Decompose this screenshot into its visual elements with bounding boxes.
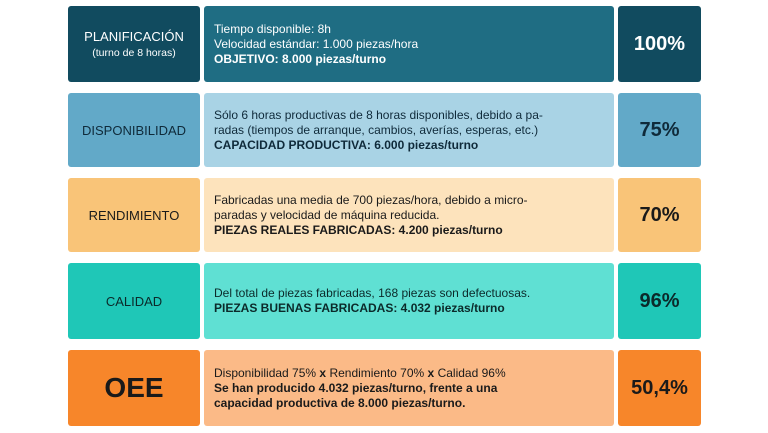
- row-oee: [68, 350, 701, 426]
- label-planificacion-text: PLANIFICACIÓN: [84, 29, 184, 44]
- desc-line: Fabricadas una media de 700 piezas/hora, debido a micro-: [214, 192, 528, 207]
- row-planificacion: [68, 6, 701, 82]
- label-oee: [68, 350, 200, 426]
- percent-disponibilidad: 75%: [618, 93, 701, 167]
- percent-oee: 50,4%: [618, 350, 701, 426]
- label-rendimiento: [68, 178, 200, 252]
- label-oee-text: OEE: [104, 372, 164, 403]
- desc-planificacion: [204, 6, 614, 82]
- desc-line-bold: CAPACIDAD PRODUCTIVA: 6.000 piezas/turno: [214, 137, 479, 152]
- label-disponibilidad-text: DISPONIBILIDAD: [81, 122, 187, 138]
- label-rendimiento-text: RENDIMIENTO: [88, 207, 180, 223]
- row-rendimiento: [68, 178, 701, 252]
- percent-calidad: 96%: [618, 263, 701, 339]
- desc-line-bold: PIEZAS REALES FABRICADAS: 4.200 piezas/turno: [214, 222, 503, 237]
- percent-rendimiento: 70%: [618, 178, 701, 252]
- label-disponibilidad: [68, 93, 200, 167]
- desc-line-bold: capacidad productiva de 8.000 piezas/turno.: [214, 395, 466, 410]
- desc-line: Del total de piezas fabricadas, 168 piezas son defectuosas.: [214, 286, 531, 300]
- row-disponibilidad: [68, 93, 701, 167]
- percent-planificacion: 100%: [618, 6, 701, 82]
- label-planificacion: [68, 6, 200, 82]
- desc-line: Sólo 6 horas productivas de 8 horas disponibles, debido a pa-: [214, 107, 543, 122]
- desc-line-formula: [214, 366, 604, 381]
- desc-line: Tiempo disponible: 8h: [214, 21, 331, 36]
- desc-line-bold: PIEZAS BUENAS FABRICADAS: 4.032 piezas/turno: [214, 301, 505, 315]
- desc-line: radas (tiempos de arranque, cambios, averías, esperas, etc.): [214, 122, 539, 137]
- formula-times: x: [427, 365, 435, 380]
- desc-line-bold: Se han producido 4.032 piezas/turno, frente a una: [214, 380, 498, 395]
- desc-calidad: [204, 263, 614, 339]
- desc-rendimiento: [204, 178, 614, 252]
- label-calidad: [68, 263, 200, 339]
- formula-disponibilidad: Disponibilidad 75%: [214, 365, 317, 380]
- desc-disponibilidad: [204, 93, 614, 167]
- label-calidad-text: CALIDAD: [105, 293, 163, 309]
- desc-oee: [204, 350, 614, 426]
- formula-times: x: [319, 365, 327, 380]
- formula-rendimiento: Rendimiento 70%: [329, 365, 425, 380]
- desc-line: paradas y velocidad de máquina reducida.: [214, 207, 440, 222]
- formula-calidad: Calidad 96%: [437, 365, 506, 380]
- desc-line: Velocidad estándar: 1.000 piezas/hora: [214, 36, 419, 51]
- label-planificacion-sub: (turno de 8 horas): [92, 47, 176, 59]
- desc-line-bold: OBJETIVO: 8.000 piezas/turno: [214, 51, 387, 66]
- row-calidad: [68, 263, 701, 339]
